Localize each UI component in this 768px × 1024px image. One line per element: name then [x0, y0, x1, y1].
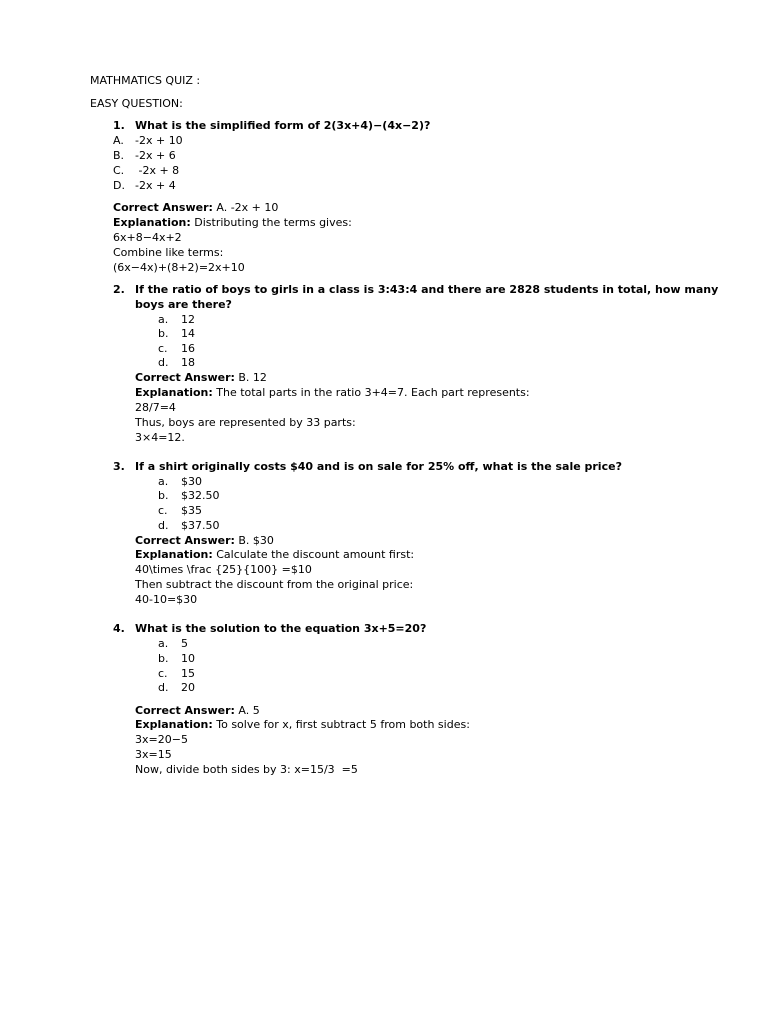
q3-option-text: $32.50	[181, 489, 220, 502]
q2-answer: B. 12	[234, 371, 267, 384]
q1-explanation: Distributing the terms gives:	[190, 216, 352, 229]
q2-option-text: 18	[181, 356, 195, 369]
q4-option-text: 5	[181, 637, 188, 650]
q3-answer-line	[135, 534, 274, 548]
q3-work-line: 40-10=$30	[135, 593, 198, 606]
q1-answer-label: Correct Answer:	[113, 201, 213, 214]
q4-option-text: 20	[181, 681, 195, 694]
q4-option-letter: b.	[158, 652, 169, 665]
q2-question-cont: boys are there?	[135, 298, 232, 311]
q4-work-line: 3x=15	[135, 748, 172, 761]
q2-option-letter: d.	[158, 356, 169, 369]
q4-option-text: 15	[181, 667, 195, 680]
q2-question: If the ratio of boys to girls in a class is 3:43:4 and there are 2828 students in total, how many	[135, 283, 719, 296]
q2-option-letter: a.	[158, 313, 169, 326]
q2-option-text: 14	[181, 327, 195, 340]
q3-option-letter: d.	[158, 519, 169, 532]
quiz-title: MATHMATICS QUIZ :	[90, 74, 201, 87]
q2-explanation-line	[135, 386, 530, 400]
q2-option-text: 12	[181, 313, 195, 326]
q2-option-letter: c.	[158, 342, 168, 355]
q4-question: What is the solution to the equation 3x+5=20?	[135, 622, 427, 635]
q2-number: 2.	[113, 283, 125, 296]
q4-answer-line	[135, 704, 260, 718]
q4-option-letter: c.	[158, 667, 168, 680]
q1-option-letter: B.	[113, 149, 125, 162]
q1-answer-line	[113, 201, 278, 215]
q3-option-text: $30	[181, 475, 202, 488]
q4-option-text: 10	[181, 652, 195, 665]
q1-explanation-line	[113, 216, 352, 230]
q1-work-line: Combine like terms:	[113, 246, 224, 259]
q3-option-letter: b.	[158, 489, 169, 502]
q1-work-line: (6x−4x)+(8+2)=2x+10	[113, 261, 245, 274]
q1-option-letter: C.	[113, 164, 125, 177]
q1-number: 1.	[113, 119, 125, 132]
q4-answer: A. 5	[234, 704, 260, 717]
q2-explanation: The total parts in the ratio 3+4=7. Each part represents:	[212, 386, 530, 399]
q2-answer-line	[135, 371, 267, 385]
q3-answer-label: Correct Answer:	[135, 534, 235, 547]
q1-option-text: -2x + 6	[135, 149, 176, 162]
q3-work-line: 40\times \frac {25}{100} =$10	[135, 563, 312, 576]
q2-explanation-label: Explanation:	[135, 386, 213, 399]
q2-work-line: Thus, boys are represented by 33 parts:	[135, 416, 356, 429]
q4-option-letter: a.	[158, 637, 169, 650]
q4-explanation-line	[135, 718, 470, 732]
q1-answer: A. -2x + 10	[212, 201, 279, 214]
q2-work-line: 28/7=4	[135, 401, 176, 414]
q1-explanation-label: Explanation:	[113, 216, 191, 229]
section-heading: EASY QUESTION:	[90, 97, 183, 110]
q1-option-text: -2x + 4	[135, 179, 176, 192]
q3-explanation-line	[135, 548, 414, 562]
q4-work-line: Now, divide both sides by 3: x=15/3 =5	[135, 763, 358, 776]
q3-question: If a shirt originally costs $40 and is on sale for 25% off, what is the sale price?	[135, 460, 622, 473]
q4-explanation-label: Explanation:	[135, 718, 213, 731]
q4-work-line: 3x=20−5	[135, 733, 188, 746]
q3-answer: B. $30	[234, 534, 274, 547]
q3-option-text: $35	[181, 504, 202, 517]
q3-option-text: $37.50	[181, 519, 220, 532]
q2-answer-label: Correct Answer:	[135, 371, 235, 384]
q3-option-letter: c.	[158, 504, 168, 517]
q4-explanation: To solve for x, first subtract 5 from both sides:	[212, 718, 470, 731]
q3-explanation-label: Explanation:	[135, 548, 213, 561]
q4-option-letter: d.	[158, 681, 169, 694]
q4-number: 4.	[113, 622, 125, 635]
q1-option-letter: A.	[113, 134, 124, 147]
q2-option-text: 16	[181, 342, 195, 355]
q3-number: 3.	[113, 460, 125, 473]
q1-option-text: -2x + 8	[135, 164, 180, 177]
q2-option-letter: b.	[158, 327, 169, 340]
q1-question: What is the simplified form of 2(3x+4)−(4x−2)?	[135, 119, 431, 132]
q2-work-line: 3×4=12.	[135, 431, 185, 444]
q1-work-line: 6x+8−4x+2	[113, 231, 182, 244]
q1-option-text: -2x + 10	[135, 134, 183, 147]
q3-work-line: Then subtract the discount from the original price:	[135, 578, 414, 591]
q4-answer-label: Correct Answer:	[135, 704, 235, 717]
q3-option-letter: a.	[158, 475, 169, 488]
q1-option-letter: D.	[113, 179, 125, 192]
q3-explanation: Calculate the discount amount first:	[212, 548, 415, 561]
